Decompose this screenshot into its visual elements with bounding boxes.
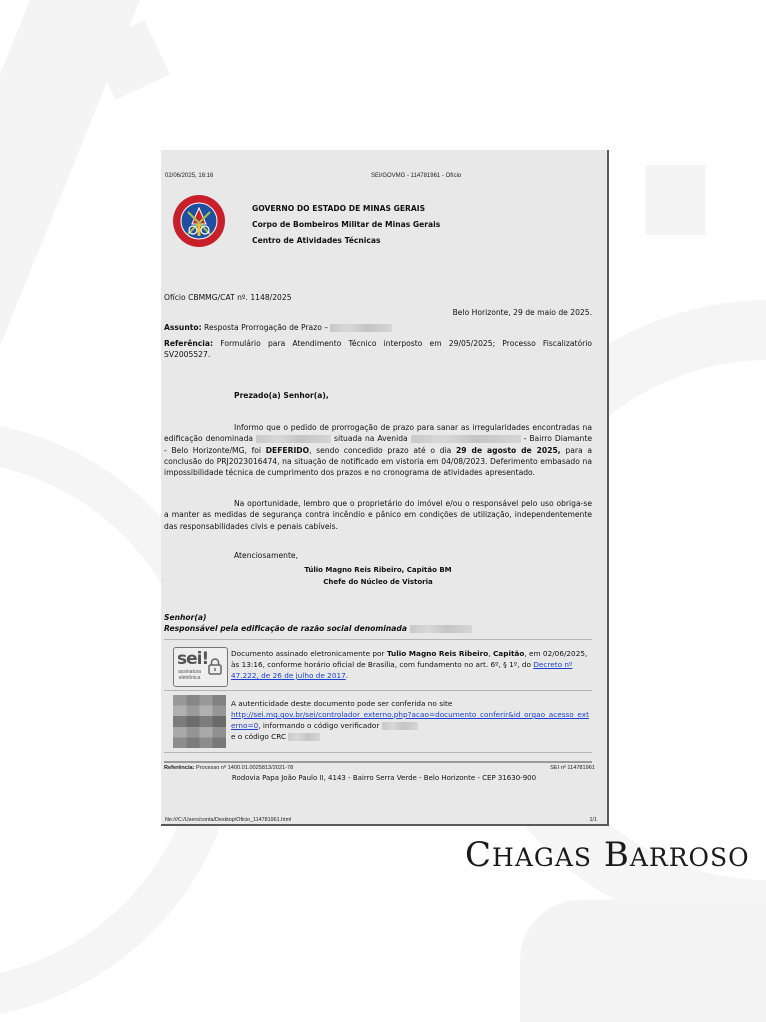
reference-line xyxy=(164,338,592,361)
recipient-text: Responsável pela edificação de razão social denominada xyxy=(164,624,407,633)
redacted-address xyxy=(411,435,521,443)
sig-period: . xyxy=(345,671,349,680)
divider xyxy=(164,752,592,753)
cbmmg-emblem-icon xyxy=(172,194,226,248)
signer-name: Túlio Magno Reis Ribeiro, Capitão BM xyxy=(304,566,452,574)
redacted-company xyxy=(410,625,472,633)
divider xyxy=(164,690,592,691)
p1-text-c: - Bairro Diamante - Belo Horizonte/MG, foi xyxy=(164,434,592,455)
p1-text-e: para a conclusão do PRJ2023016474, na situação de notificado em vistoria em 04/08/2023. Deferimento embasado na impossibilidade técnica de cumprimento dos prazos e no cronograma de atividades apresentado. xyxy=(164,445,593,478)
sig-comma: , xyxy=(488,649,491,658)
signer-role: Chefe do Núcleo de Vistoria xyxy=(323,578,433,586)
divider xyxy=(164,639,592,640)
redacted-verifier-code xyxy=(382,722,418,730)
subject-line xyxy=(164,322,592,333)
salutation: Prezado(a) Senhor(a), xyxy=(234,391,329,400)
reference-label: Referência: xyxy=(164,339,214,348)
print-datetime: 02/06/2025, 16:16 xyxy=(165,173,214,179)
decree-link[interactable]: Decreto nº 47.222, de 26 de julho de 2017 xyxy=(231,660,573,680)
print-file-path: file:///C:/Users/conta/Desktop/Oficio_114781961.html xyxy=(165,817,292,823)
recipient-line-1: Senhor(a) xyxy=(164,613,207,622)
sig-text-b: , em 02/06/2025, às 13:16, conforme horário oficial de Brasília, com fundamento no art. 6º, § 1º, do xyxy=(231,649,588,669)
place-date: Belo Horizonte, 29 de maio de 2025. xyxy=(452,308,592,317)
redacted-building-name xyxy=(256,435,331,443)
brand-initial-b: B xyxy=(603,835,630,875)
letterhead-line-3: Centro de Atividades Técnicas xyxy=(252,236,381,245)
sei-subtitle xyxy=(178,670,201,681)
footer-ref-text: Processo nº 1400.01.0025813/2021-78 xyxy=(196,765,294,771)
verification-url-link[interactable]: http://sei.mg.gov.br/sei/controlador_externo.php?acao=documento_conferir&id_orgao_acesso_externo=0 xyxy=(231,710,589,730)
footer-address: Rodovia Papa João Paulo II, 4143 - Bairro Serra Verde - Belo Horizonte - CEP 31630-900 xyxy=(231,774,537,782)
sei-sub-2: eletrônica xyxy=(178,674,201,681)
recipient-line-2 xyxy=(164,623,592,634)
lock-icon xyxy=(208,657,222,675)
print-page-number: 1/1 xyxy=(589,817,597,823)
footer-reference xyxy=(164,765,293,771)
letter-number: Ofício CBMMG/CAT nº. 1148/2025 xyxy=(164,293,292,302)
document-page xyxy=(161,150,609,826)
paragraph-2: Na oportunidade, lembro que o proprietário do imóvel e/ou o responsável pelo uso obriga-se a manter as medidas de segurança contra incêndio e pânico em condições de utilização, independentemente das responsabilidades civis e penais cabíveis. xyxy=(164,499,592,531)
letterhead xyxy=(252,201,440,249)
print-doc-title: SEI/GOVMG - 114781961 - Ofício xyxy=(371,173,462,179)
p1-text-d: , sendo concedido prazo até o dia xyxy=(309,445,452,455)
sig-signer: Tulio Magno Reis Ribeiro xyxy=(386,649,489,658)
brand-word-2: ARROSO xyxy=(629,843,750,872)
footer-ref-label: Referência: xyxy=(164,765,195,771)
auth-text-a: A autenticidade deste documento pode ser conferida no site xyxy=(231,699,453,708)
brand-initial-c: C xyxy=(465,835,493,875)
sei-logo-text: sei! xyxy=(177,649,209,669)
authenticity-statement xyxy=(231,698,591,742)
sei-signature-logo xyxy=(173,647,228,687)
deferido-status: DEFERIDO xyxy=(265,445,310,455)
reference-text: Formulário para Atendimento Técnico interposto em 29/05/2025; Processo Fiscalizatório SV2005527. xyxy=(164,339,592,360)
deadline-date: 29 de agosto de 2025, xyxy=(456,445,561,455)
sei-sub-1: assinatura xyxy=(178,669,202,675)
subject-label: Assunto: xyxy=(164,323,202,332)
auth-text-c: e o código CRC xyxy=(231,732,287,741)
letterhead-line-2: Corpo de Bombeiros Militar de Minas Gerais xyxy=(252,220,441,229)
p1-text-b: situada na Avenida xyxy=(334,434,408,444)
sig-text-a: Documento assinado eletronicamente por xyxy=(231,649,385,658)
redacted-crc-code xyxy=(288,733,320,741)
brand-logo xyxy=(465,835,750,875)
sig-rank: Capitão xyxy=(492,649,525,658)
letterhead-line-1: GOVERNO DO ESTADO DE MINAS GERAIS xyxy=(252,204,426,213)
closing: Atenciosamente, xyxy=(234,551,299,560)
footer-rule xyxy=(164,761,592,763)
p1-text-a: Informo que o pedido de prorrogação de prazo para sanar as irregularidades encontradas na edificação denominada xyxy=(164,423,592,444)
auth-text-b: , informando o código verificador xyxy=(258,721,380,730)
paragraph-1 xyxy=(164,422,592,478)
subject-text: Resposta Prorrogação de Prazo – xyxy=(204,323,329,332)
footer-sei-number: SEI nº 114781961 xyxy=(550,765,595,771)
brand-word-1: HAGAS xyxy=(492,843,593,872)
signature-statement xyxy=(231,648,591,681)
qr-code-icon xyxy=(173,695,226,748)
redacted-name xyxy=(330,324,392,332)
